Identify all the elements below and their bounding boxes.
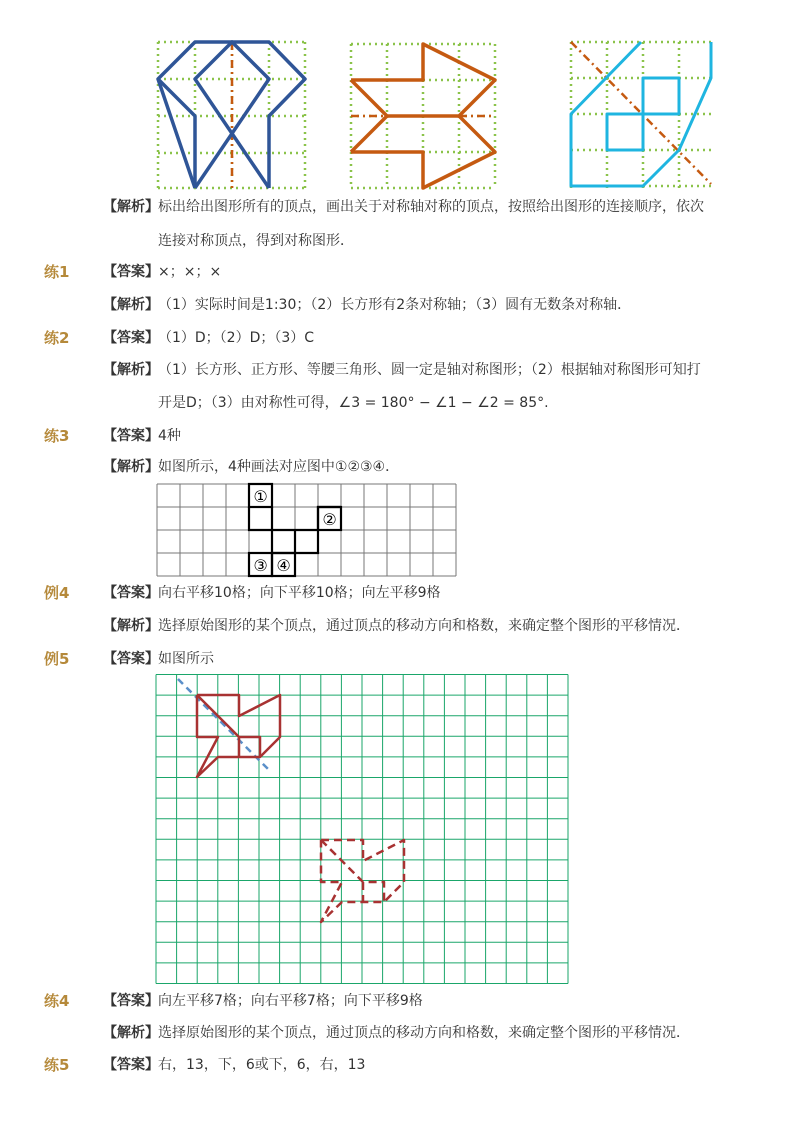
symmetry-figure-1: [150, 38, 315, 193]
grid-mark-4: ④: [276, 556, 291, 575]
answer-label: 【答案】: [103, 1057, 159, 1073]
explanation-label: 【解析】: [103, 459, 159, 475]
grid-mark-3: ③: [253, 556, 268, 575]
answer-label: 【答案】: [103, 585, 159, 601]
answer-text: （1）D；（2）D；（3）C: [158, 330, 315, 346]
explanation-label: 【解析】: [103, 1025, 159, 1041]
explanation-label: 【解析】: [103, 618, 159, 634]
answer-text: 4种: [158, 428, 181, 444]
symmetry-figure-3: [565, 38, 715, 193]
grid-mark-1: ①: [253, 487, 268, 506]
entry-tag-lian1: 练1: [44, 263, 70, 281]
explanation-text: 如图所示，4种画法对应图中①②③④．: [158, 459, 400, 475]
entry-tag-lian3: 练3: [44, 427, 70, 445]
entry-tag-lian5: 练5: [44, 1056, 70, 1074]
answer-label: 【答案】: [103, 428, 159, 444]
explanation-label: 【解析】: [103, 362, 159, 378]
explanation-text: 选择原始图形的某个顶点，通过顶点的移动方向和格数，来确定整个图形的平移情况．: [158, 1025, 690, 1041]
explanation-text: 选择原始图形的某个顶点，通过顶点的移动方向和格数，来确定整个图形的平移情况．: [158, 618, 690, 634]
answer-label: 【答案】: [103, 330, 159, 346]
explanation-text-line1: （1）长方形、正方形、等腰三角形、圆一定是轴对称图形；（2）根据轴对称图形可知打: [158, 362, 701, 378]
answer-label: 【答案】: [103, 993, 159, 1009]
top-explanation-label: 【解析】: [103, 199, 159, 215]
placement-grid: [155, 481, 460, 579]
entry-tag-li5: 例5: [44, 650, 70, 668]
answer-text: 向左平移7格；向右平移7格；向下平移9格: [158, 993, 423, 1009]
answer-text: ×；×；×: [158, 264, 222, 280]
explanation-text-line2: 开是D；（3）由对称性可得，∠3 = 180° − ∠1 − ∠2 = 85°.: [158, 395, 549, 411]
top-explanation-line1: 标出给出图形所有的顶点，画出关于对称轴对称的顶点，按照给出图形的连接顺序，依次: [158, 199, 704, 215]
entry-tag-li4: 例4: [44, 584, 70, 602]
grid-mark-2: ②: [322, 510, 337, 529]
translation-grid: [154, 673, 570, 985]
top-explanation-line2: 连接对称顶点，得到对称图形．: [158, 233, 354, 249]
answer-text: 右，13，下，6或下，6，右，13: [158, 1057, 366, 1073]
explanation-text: （1）实际时间是1:30；（2）长方形有2条对称轴；（3）圆有无数条对称轴．: [158, 297, 632, 313]
answer-text: 向右平移10格；向下平移10格；向左平移9格: [158, 585, 441, 601]
entry-tag-lian2: 练2: [44, 329, 70, 347]
answer-label: 【答案】: [103, 264, 159, 280]
answer-label: 【答案】: [103, 651, 159, 667]
symmetry-figure-2: [345, 38, 505, 193]
explanation-label: 【解析】: [103, 297, 159, 313]
entry-tag-lian4: 练4: [44, 992, 70, 1010]
answer-text: 如图所示: [158, 651, 214, 667]
